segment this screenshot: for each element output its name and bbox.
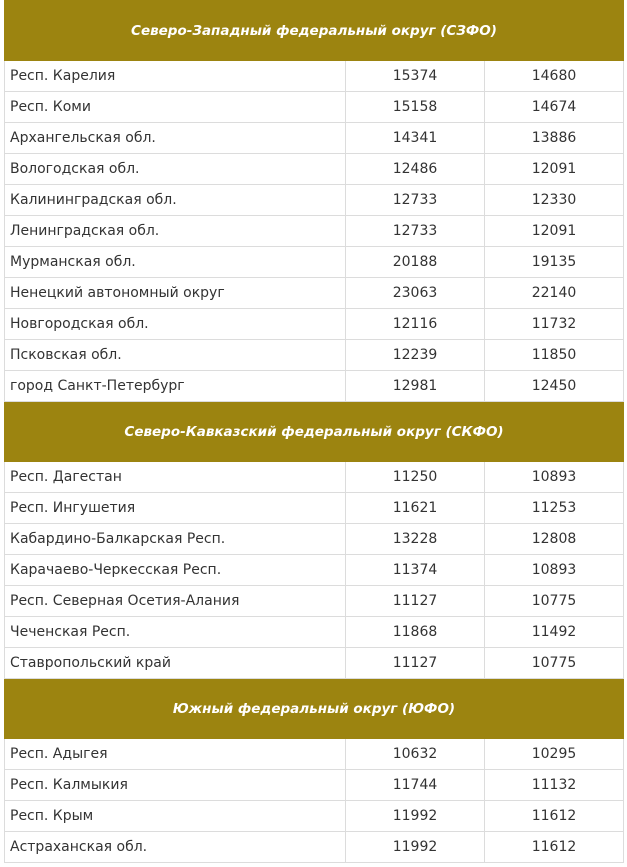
region-cell: Мурманская обл. <box>5 247 346 278</box>
table-row <box>5 309 624 340</box>
section-title: Северо-Западный федеральный округ (СЗФО) <box>5 1 624 61</box>
region-cell: Калининградская обл. <box>5 185 346 216</box>
region-cell: Ленинградская обл. <box>5 216 346 247</box>
region-cell: Псковская обл. <box>5 340 346 371</box>
region-cell: город Санкт-Петербург <box>5 371 346 402</box>
region-cell: Карачаево-Черкесская Респ. <box>5 555 346 586</box>
table-row <box>5 770 624 801</box>
value-cell-2: 10775 <box>485 648 624 679</box>
table-row <box>5 586 624 617</box>
table-row <box>5 247 624 278</box>
region-cell: Вологодская обл. <box>5 154 346 185</box>
table-row <box>5 123 624 154</box>
value-cell-2: 12091 <box>485 216 624 247</box>
value-cell-1: 12733 <box>346 185 485 216</box>
region-cell: Новгородская обл. <box>5 309 346 340</box>
value-cell-2: 11732 <box>485 309 624 340</box>
region-cell: Респ. Карелия <box>5 61 346 92</box>
table-row <box>5 185 624 216</box>
table-row <box>5 278 624 309</box>
table-row <box>5 524 624 555</box>
value-cell-2: 14674 <box>485 92 624 123</box>
value-cell-2: 12450 <box>485 371 624 402</box>
value-cell-1: 11127 <box>346 648 485 679</box>
value-cell-2: 11132 <box>485 770 624 801</box>
region-cell: Ненецкий автономный округ <box>5 278 346 309</box>
value-cell-1: 11621 <box>346 493 485 524</box>
value-cell-2: 10775 <box>485 586 624 617</box>
table-row <box>5 801 624 832</box>
table-row <box>5 648 624 679</box>
value-cell-1: 12733 <box>346 216 485 247</box>
table-row <box>5 92 624 123</box>
value-cell-1: 23063 <box>346 278 485 309</box>
table-body <box>5 1 624 863</box>
region-cell: Респ. Калмыкия <box>5 770 346 801</box>
value-cell-2: 12808 <box>485 524 624 555</box>
region-cell: Респ. Ингушетия <box>5 493 346 524</box>
value-cell-2: 12091 <box>485 154 624 185</box>
value-cell-2: 10893 <box>485 462 624 493</box>
value-cell-1: 13228 <box>346 524 485 555</box>
value-cell-2: 11492 <box>485 617 624 648</box>
region-cell: Респ. Коми <box>5 92 346 123</box>
region-cell: Кабардино-Балкарская Респ. <box>5 524 346 555</box>
section-title: Южный федеральный округ (ЮФО) <box>5 679 624 739</box>
subsistence-minimum-table <box>4 0 624 863</box>
value-cell-1: 10632 <box>346 739 485 770</box>
region-cell: Чеченская Респ. <box>5 617 346 648</box>
value-cell-1: 12981 <box>346 371 485 402</box>
section-header-row <box>5 1 624 61</box>
section-title: Северо-Кавказский федеральный округ (СКФО) <box>5 402 624 462</box>
section-header-row <box>5 402 624 462</box>
value-cell-2: 19135 <box>485 247 624 278</box>
value-cell-1: 12239 <box>346 340 485 371</box>
value-cell-2: 10893 <box>485 555 624 586</box>
value-cell-1: 11374 <box>346 555 485 586</box>
value-cell-1: 14341 <box>346 123 485 154</box>
table-row <box>5 216 624 247</box>
section-header-row <box>5 679 624 739</box>
region-cell: Ставропольский край <box>5 648 346 679</box>
value-cell-1: 11992 <box>346 832 485 863</box>
table-row <box>5 154 624 185</box>
value-cell-1: 11744 <box>346 770 485 801</box>
value-cell-2: 11612 <box>485 801 624 832</box>
value-cell-2: 11850 <box>485 340 624 371</box>
value-cell-1: 12116 <box>346 309 485 340</box>
table-row <box>5 617 624 648</box>
value-cell-1: 12486 <box>346 154 485 185</box>
region-cell: Архангельская обл. <box>5 123 346 154</box>
value-cell-1: 15158 <box>346 92 485 123</box>
table-row <box>5 739 624 770</box>
table-row <box>5 61 624 92</box>
table-row <box>5 555 624 586</box>
value-cell-2: 13886 <box>485 123 624 154</box>
value-cell-1: 20188 <box>346 247 485 278</box>
value-cell-1: 11127 <box>346 586 485 617</box>
subsistence-table-container <box>4 0 623 863</box>
value-cell-1: 11992 <box>346 801 485 832</box>
region-cell: Астраханская обл. <box>5 832 346 863</box>
region-cell: Респ. Крым <box>5 801 346 832</box>
value-cell-1: 11250 <box>346 462 485 493</box>
region-cell: Респ. Северная Осетия-Алания <box>5 586 346 617</box>
region-cell: Респ. Дагестан <box>5 462 346 493</box>
table-row <box>5 371 624 402</box>
value-cell-2: 11253 <box>485 493 624 524</box>
value-cell-2: 22140 <box>485 278 624 309</box>
value-cell-2: 14680 <box>485 61 624 92</box>
value-cell-2: 12330 <box>485 185 624 216</box>
region-cell: Респ. Адыгея <box>5 739 346 770</box>
table-row <box>5 493 624 524</box>
value-cell-2: 11612 <box>485 832 624 863</box>
table-row <box>5 832 624 863</box>
value-cell-1: 11868 <box>346 617 485 648</box>
value-cell-1: 15374 <box>346 61 485 92</box>
table-row <box>5 462 624 493</box>
table-row <box>5 340 624 371</box>
value-cell-2: 10295 <box>485 739 624 770</box>
